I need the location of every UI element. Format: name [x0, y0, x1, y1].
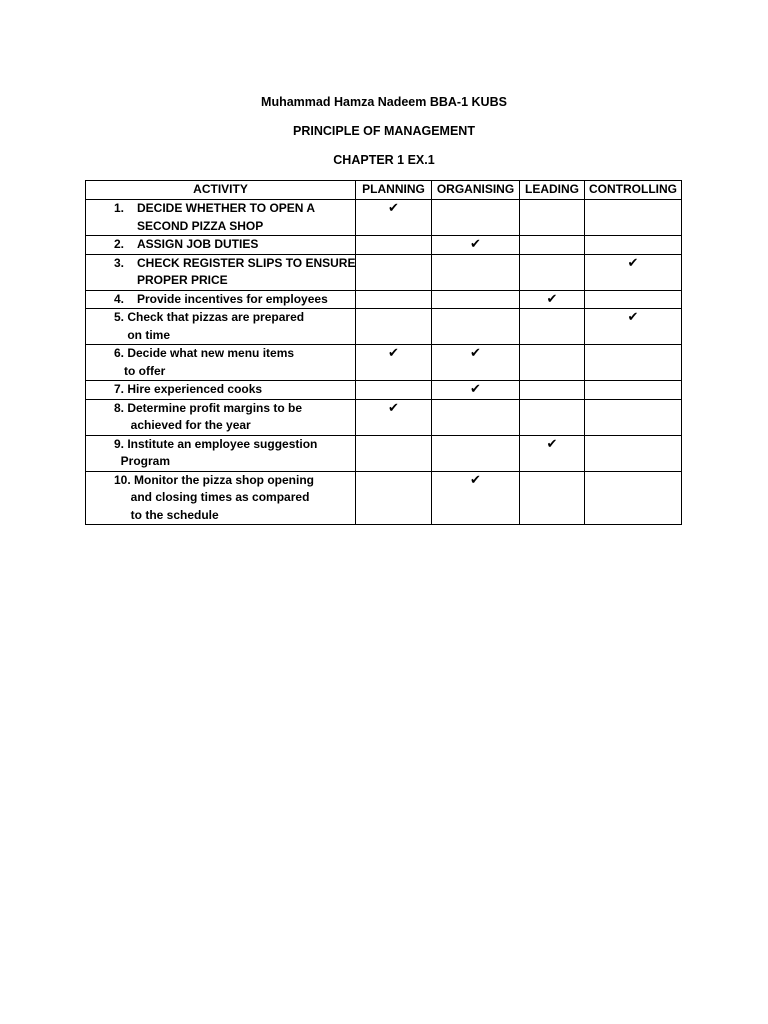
check-mark-icon: ✔ — [388, 400, 399, 416]
activity-text: 5. Check that pizzas are prepared — [114, 310, 305, 324]
table-row — [86, 345, 682, 381]
activity-line — [114, 236, 355, 254]
check-cell-leading — [520, 254, 585, 290]
check-mark-icon: ✔ — [627, 255, 639, 271]
check-cell-leading — [520, 435, 585, 471]
check-cell-organising — [432, 236, 520, 255]
activity-line — [114, 507, 355, 525]
activity-cell — [86, 254, 356, 290]
activity-line — [114, 436, 355, 454]
check-cell-controlling — [585, 345, 682, 381]
activity-line — [114, 255, 355, 273]
activity-number: 2. — [114, 237, 125, 251]
activity-text: to the schedule — [114, 507, 219, 522]
check-cell-planning — [356, 471, 432, 525]
check-cell-controlling — [585, 471, 682, 525]
author-heading: Muhammad Hamza Nadeem BBA-1 KUBS — [261, 95, 507, 109]
activity-text: 6. Decide what new menu items — [114, 346, 295, 360]
check-cell-planning — [356, 399, 432, 435]
check-mark-icon: ✔ — [388, 346, 399, 361]
table-row — [86, 381, 682, 400]
activity-cell — [86, 435, 356, 471]
activity-text: ASSIGN JOB DUTIES — [137, 237, 259, 251]
check-cell-controlling — [585, 399, 682, 435]
activity-cell — [86, 309, 356, 345]
activity-text: achieved for the year — [114, 418, 251, 432]
check-mark-icon: ✔ — [470, 346, 481, 361]
check-cell-controlling — [585, 290, 682, 309]
activity-line — [114, 417, 355, 435]
table-row — [86, 435, 682, 471]
check-cell-organising — [432, 435, 520, 471]
activity-line — [114, 400, 355, 418]
check-cell-planning — [356, 236, 432, 255]
table-row — [86, 290, 682, 309]
table-body — [86, 200, 682, 525]
course-heading: PRINCIPLE OF MANAGEMENT — [293, 124, 475, 138]
activity-text: and closing times as compared — [114, 490, 310, 504]
chapter-heading: CHAPTER 1 EX.1 — [333, 153, 435, 167]
check-cell-leading — [520, 309, 585, 345]
check-cell-organising — [432, 290, 520, 309]
column-header-organising: ORGANISING — [432, 181, 520, 200]
check-mark-icon: ✔ — [627, 310, 639, 325]
check-cell-leading — [520, 381, 585, 400]
activity-cell — [86, 290, 356, 309]
activity-cell — [86, 345, 356, 381]
check-cell-controlling — [585, 254, 682, 290]
activity-line — [114, 327, 355, 345]
activity-line — [114, 345, 355, 363]
check-cell-controlling — [585, 200, 682, 236]
activity-line — [114, 218, 355, 236]
activity-line — [114, 381, 355, 399]
activity-cell — [86, 200, 356, 236]
activity-text: 7. Hire experienced cooks — [114, 382, 263, 396]
check-mark-icon: ✔ — [546, 436, 558, 452]
activity-line — [114, 453, 355, 471]
activity-number: 4. — [114, 291, 125, 306]
activity-line — [114, 309, 355, 327]
check-mark-icon: ✔ — [470, 237, 481, 252]
check-cell-controlling — [585, 236, 682, 255]
check-cell-leading — [520, 399, 585, 435]
check-cell-leading — [520, 345, 585, 381]
column-header-planning: PLANNING — [356, 181, 432, 200]
activity-line — [114, 472, 355, 490]
activity-text: SECOND PIZZA SHOP — [137, 218, 264, 233]
table-row — [86, 236, 682, 255]
check-mark-icon: ✔ — [546, 291, 558, 307]
table-header-row — [86, 181, 682, 200]
activity-number: 3. — [114, 255, 125, 270]
check-mark-icon: ✔ — [470, 382, 481, 397]
check-cell-leading — [520, 236, 585, 255]
activity-text: 9. Institute an employee suggestion — [114, 436, 318, 451]
activity-number: 1. — [114, 201, 125, 215]
activity-line — [114, 489, 355, 507]
activity-text: 8. Determine profit margins to be — [114, 400, 303, 415]
activity-text: DECIDE WHETHER TO OPEN A — [137, 201, 316, 215]
activity-line — [114, 272, 355, 290]
check-cell-controlling — [585, 381, 682, 400]
check-cell-organising — [432, 381, 520, 400]
activity-text: PROPER PRICE — [137, 273, 228, 287]
check-cell-organising — [432, 399, 520, 435]
activity-table — [85, 180, 682, 525]
activity-text: CHECK REGISTER SLIPS TO ENSURE — [137, 255, 356, 270]
check-cell-planning — [356, 435, 432, 471]
activity-cell — [86, 236, 356, 255]
activity-line — [114, 363, 355, 381]
table-row — [86, 471, 682, 525]
check-cell-planning — [356, 309, 432, 345]
column-header-leading: LEADING — [520, 181, 585, 200]
check-cell-organising — [432, 200, 520, 236]
check-cell-planning — [356, 345, 432, 381]
activity-text: Provide incentives for employees — [137, 291, 328, 306]
check-cell-controlling — [585, 435, 682, 471]
activity-cell — [86, 471, 356, 525]
activity-text: on time — [114, 327, 171, 342]
activity-text: 10. Monitor the pizza shop opening — [114, 472, 314, 487]
check-cell-leading — [520, 200, 585, 236]
column-header-activity: ACTIVITY — [86, 181, 356, 200]
check-cell-controlling — [585, 309, 682, 345]
column-header-controlling: CONTROLLING — [585, 181, 682, 200]
check-cell-leading — [520, 471, 585, 525]
activity-line — [114, 291, 355, 309]
check-cell-organising — [432, 345, 520, 381]
table-row — [86, 399, 682, 435]
check-mark-icon: ✔ — [388, 201, 399, 216]
check-cell-leading — [520, 290, 585, 309]
table-row — [86, 254, 682, 290]
activity-text: to offer — [114, 363, 166, 378]
check-cell-organising — [432, 471, 520, 525]
activity-cell — [86, 381, 356, 400]
check-cell-organising — [432, 254, 520, 290]
table-row — [86, 200, 682, 236]
check-cell-planning — [356, 200, 432, 236]
check-mark-icon: ✔ — [470, 472, 481, 488]
activity-text: Program — [114, 454, 171, 468]
check-cell-planning — [356, 290, 432, 309]
activity-line — [114, 200, 355, 218]
check-cell-planning — [356, 254, 432, 290]
table-row — [86, 309, 682, 345]
check-cell-planning — [356, 381, 432, 400]
activity-cell — [86, 399, 356, 435]
check-cell-organising — [432, 309, 520, 345]
